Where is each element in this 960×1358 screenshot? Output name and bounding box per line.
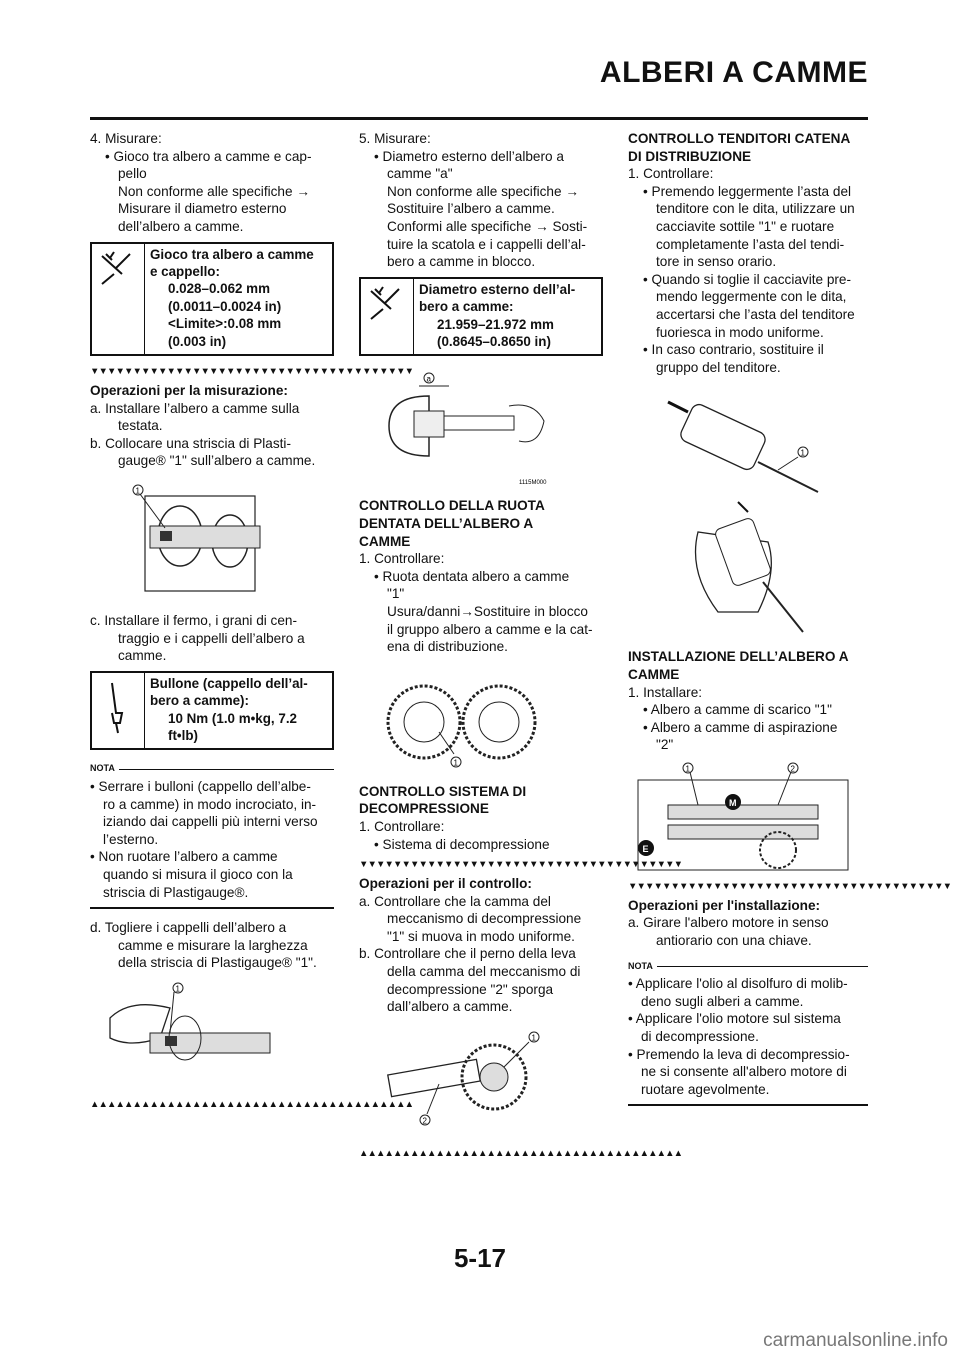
spec-title: Diametro esterno dell’al- <box>419 281 576 297</box>
procedure-title: Operazioni per l'installazione: <box>628 897 821 913</box>
text-line: "2" <box>656 737 674 753</box>
torque-wrench-icon <box>92 673 145 749</box>
text-line: Non conforme alle specifiche → <box>118 183 310 199</box>
text-line: camme e misurare la larghezza <box>118 937 308 953</box>
text-line: "1" <box>387 586 405 602</box>
bullet-line: • Albero a camme di scarico "1" <box>643 702 832 718</box>
step-5: 5. Misurare: <box>359 131 431 146</box>
header-rule <box>90 117 868 120</box>
step-a: a. Girare l'albero motore in senso <box>628 915 829 931</box>
spec-title: bero a camme): <box>150 693 249 709</box>
step-a: a. Installare l’albero a camme sulla <box>90 400 300 416</box>
note-line: • Applicare l'olio al disolfuro di molib- <box>628 976 848 992</box>
figure-decompression <box>359 1022 603 1142</box>
bullet-line: • Sistema di decompressione <box>374 836 550 852</box>
note-line: • Serrare i bulloni (cappello dell’albe- <box>90 778 311 794</box>
text-line: bero a camme in blocco. <box>387 254 536 270</box>
spec-box-torque <box>90 671 334 751</box>
text-line: deno sugli alberi a camme. <box>641 993 804 1009</box>
spec-value: (0.003 in) <box>168 333 227 349</box>
step-d: d. Togliere i cappelli dell’albero a <box>90 920 287 936</box>
text-line: ena di distribuzione. <box>387 639 508 655</box>
spec-title: Gioco tra albero a camme <box>150 246 314 262</box>
section-heading: CONTROLLO SISTEMA DI <box>359 783 527 799</box>
spec-box-diameter <box>359 277 603 357</box>
spec-box-clearance <box>90 242 334 356</box>
spec-limit: <Limite>:0.08 mm <box>168 316 282 332</box>
step-1: 1. Controllare: <box>359 551 445 567</box>
text-line: accertarsi che l’asta del tenditore <box>656 306 855 322</box>
nota-label: NOTA <box>90 763 115 774</box>
text-line: Usura/danni→Sostituire in blocco <box>387 603 588 619</box>
bullet-line: • Premendo leggermente l’asta del <box>643 183 852 199</box>
spec-value: (0.0011–0.0024 in) <box>168 298 282 314</box>
text-line: "1" si muova in modo uniforme. <box>387 928 575 944</box>
text-line: della striscia di Plastigauge® "1". <box>118 955 317 971</box>
spec-value: 0.028–0.062 mm <box>168 281 270 297</box>
figure-label: 1 <box>175 984 180 994</box>
text-line: ne si consente all'albero motore di <box>641 1064 847 1080</box>
step-b: b. Collocare una striscia di Plasti- <box>90 435 291 451</box>
note-line: • Premendo la leva di decompressio- <box>628 1046 850 1062</box>
section-heading: CAMME <box>359 533 411 549</box>
text-line: l’esterno. <box>103 831 159 847</box>
note-line: • Applicare l'olio motore sul sistema <box>628 1011 841 1027</box>
text-line: gruppo del tenditore. <box>656 359 781 375</box>
column-3 <box>628 130 952 1116</box>
spec-value: 21.959–21.972 mm <box>437 316 554 332</box>
step-4: 4. Misurare: <box>90 131 162 146</box>
text-line: traggio e i cappelli dell’albero a <box>118 630 305 646</box>
note-end-rule <box>628 1104 868 1106</box>
text-line: decompressione "2" sporga <box>387 981 554 997</box>
spec-title: bero a camme: <box>419 299 514 315</box>
start-marker: ▼▼▼▼▼▼▼▼▼▼▼▼▼▼▼▼▼▼▼▼▼▼▼▼▼▼▼▼▼▼▼▼▼▼▼▼▼▼ <box>628 880 952 892</box>
procedure-title: Operazioni per la misurazione: <box>90 383 288 398</box>
text-line: striscia di Plastigauge®. <box>103 884 249 900</box>
text-line: cacciavite sottile "1" e ruotare <box>656 218 835 234</box>
section-heading: DECOMPRESSIONE <box>359 801 489 817</box>
nota-header <box>628 958 868 976</box>
text-line: iziando dai cappelli più interni verso <box>103 814 318 830</box>
text-line: camme. <box>118 648 167 664</box>
text-line: Conformi alle specifiche → Sosti- <box>387 218 588 234</box>
spec-title: Bullone (cappello dell’al- <box>150 675 308 691</box>
note-end-rule <box>90 907 334 909</box>
text-line: testata. <box>118 418 163 434</box>
text-line: tenditore con le dita, utilizzare un <box>656 201 855 217</box>
bullet-line: • Quando si toglie il cacciavite pre- <box>643 271 852 287</box>
spec-value: (0.8645–0.8650 in) <box>437 333 551 349</box>
spec-value: ft•lb) <box>168 727 198 743</box>
text-line: ro a camme) in modo incrociato, in- <box>103 796 317 812</box>
spec-title: e cappello: <box>150 263 220 279</box>
text-line: di decompressione. <box>641 1029 759 1045</box>
figure-micrometer <box>359 366 603 491</box>
text-line: della camma del meccanismo di <box>387 964 581 980</box>
oil-badge: E <box>642 843 649 854</box>
start-marker: ▼▼▼▼▼▼▼▼▼▼▼▼▼▼▼▼▼▼▼▼▼▼▼▼▼▼▼▼▼▼▼▼▼▼▼▼▼▼ <box>359 859 683 871</box>
figure-label: 2 <box>790 764 795 774</box>
procedure-title: Operazioni per il controllo: <box>359 876 532 892</box>
text-line: dall’albero a camme. <box>387 999 513 1015</box>
section-heading: DI DISTRIBUZIONE <box>628 148 752 164</box>
text-line: ruotare agevolmente. <box>641 1081 770 1097</box>
text-line: camme "a" <box>387 166 453 182</box>
start-marker: ▼▼▼▼▼▼▼▼▼▼▼▼▼▼▼▼▼▼▼▼▼▼▼▼▼▼▼▼▼▼▼▼▼▼▼▼▼▼ <box>90 366 414 377</box>
section-heading: DENTATA DELL’ALBERO A <box>359 515 534 531</box>
text-line: antiorario con una chiave. <box>656 933 812 949</box>
figure-label: a <box>426 374 431 384</box>
figure-label: 1 <box>685 764 690 774</box>
text-line: pello <box>118 166 147 182</box>
figure-label: 1 <box>135 486 140 496</box>
text-line: fuoriesca in modo uniforme. <box>656 324 824 340</box>
step-c: c. Installare il fermo, i grani di cen- <box>90 612 298 628</box>
figure-tensioner <box>628 382 868 642</box>
text-line: Sostituire l’albero a camme. <box>387 201 555 217</box>
nota-label: NOTA <box>628 960 653 971</box>
caliper-icon <box>92 244 145 354</box>
bullet-line: • Ruota dentata albero a camme <box>374 568 570 584</box>
text-line: dell’albero a camme. <box>118 218 244 234</box>
figure-sprockets <box>359 662 603 777</box>
bullet-line: • In caso contrario, sostituire il <box>643 342 824 358</box>
text-line: tore in senso orario. <box>656 254 777 270</box>
end-marker: ▲▲▲▲▲▲▲▲▲▲▲▲▲▲▲▲▲▲▲▲▲▲▲▲▲▲▲▲▲▲▲▲▲▲▲▲▲▲ <box>90 1098 414 1110</box>
caliper-icon <box>361 279 414 355</box>
figure-plastigauge-measure <box>90 978 334 1093</box>
figure-label: 1 <box>453 758 458 768</box>
figure-plastigauge <box>90 476 334 606</box>
note-line: • Non ruotare l’albero a camme <box>90 849 278 865</box>
text-line: il gruppo albero a camme e la cat- <box>387 621 593 637</box>
text-line: meccanismo di decompressione <box>387 911 582 927</box>
watermark: carmanualsonline.info <box>763 1330 948 1351</box>
figure-label: 1 <box>531 1033 536 1043</box>
text-line: tuire la scatola e i cappelli dell’al- <box>387 236 586 252</box>
figure-label: 2 <box>422 1116 427 1126</box>
text-line: Misurare il diametro esterno <box>118 201 287 217</box>
step-1: 1. Controllare: <box>628 166 714 182</box>
figure-label: 1 <box>800 448 805 458</box>
figure-camshaft-install <box>628 760 868 875</box>
figure-code: 1115M000 <box>519 480 547 487</box>
spec-value: 10 Nm (1.0 m•kg, 7.2 <box>168 710 297 726</box>
section-heading: CONTROLLO TENDITORI CATENA <box>628 131 851 146</box>
page-number: 5-17 <box>453 1243 507 1273</box>
step-1: 1. Installare: <box>628 684 703 700</box>
step-b: b. Controllare che il perno della leva <box>359 946 576 962</box>
bullet-line: • Albero a camme di aspirazione <box>643 719 838 735</box>
bullet-line: • Diametro esterno dell’albero a <box>374 148 564 164</box>
text-line: gauge® "1" sull’albero a camme. <box>118 453 316 469</box>
step-a: a. Controllare che la camma del <box>359 893 551 909</box>
text-line: completamente l’asta del tendi- <box>656 236 845 252</box>
nota-header <box>90 760 334 778</box>
section-heading: INSTALLAZIONE DELL’ALBERO A <box>628 649 849 665</box>
page-title: ALBERI A CAMME <box>599 56 868 89</box>
section-heading: CONTROLLO DELLA RUOTA <box>359 498 545 514</box>
bullet-line: • Gioco tra albero a camme e cap- <box>105 148 312 164</box>
step-1: 1. Controllare: <box>359 818 445 834</box>
text-line: mendo leggermente con le dita, <box>656 289 847 305</box>
text-line: quando si misura il gioco con la <box>103 866 293 882</box>
oil-badge: M <box>729 797 737 808</box>
end-marker: ▲▲▲▲▲▲▲▲▲▲▲▲▲▲▲▲▲▲▲▲▲▲▲▲▲▲▲▲▲▲▲▲▲▲▲▲▲▲ <box>359 1147 683 1159</box>
section-heading: CAMME <box>628 666 680 682</box>
text-line: Non conforme alle specifiche → <box>387 183 579 199</box>
